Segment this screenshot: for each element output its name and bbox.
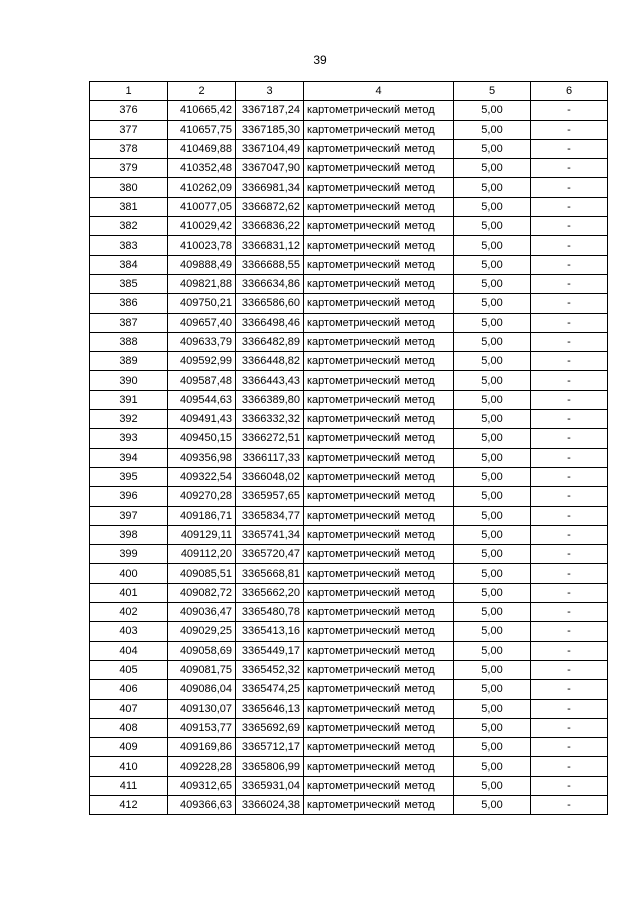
accuracy-cell: 5,00 (454, 313, 531, 332)
note-cell: - (531, 718, 608, 737)
point-number-cell: 380 (90, 178, 168, 197)
table-row (90, 139, 608, 158)
y-coordinate-cell: 3365668,81 (236, 564, 304, 583)
accuracy-cell: 5,00 (454, 525, 531, 544)
method-cell: картометрический метод (304, 410, 454, 429)
accuracy-cell: 5,00 (454, 718, 531, 737)
x-coordinate-cell: 409153,77 (168, 718, 236, 737)
x-coordinate-cell: 409036,47 (168, 603, 236, 622)
y-coordinate-cell: 3366872,62 (236, 197, 304, 216)
table-row (90, 680, 608, 699)
column-header-3: 3 (236, 82, 304, 101)
accuracy-cell: 5,00 (454, 487, 531, 506)
point-number-cell: 407 (90, 699, 168, 718)
table-row (90, 313, 608, 332)
table-row (90, 120, 608, 139)
x-coordinate-cell: 409130,07 (168, 699, 236, 718)
x-coordinate-cell: 409491,43 (168, 410, 236, 429)
note-cell: - (531, 506, 608, 525)
note-cell: - (531, 757, 608, 776)
x-coordinate-cell: 409322,54 (168, 467, 236, 486)
accuracy-cell: 5,00 (454, 255, 531, 274)
x-coordinate-cell: 409450,15 (168, 429, 236, 448)
table-row (90, 718, 608, 737)
accuracy-cell: 5,00 (454, 197, 531, 216)
method-cell: картометрический метод (304, 660, 454, 679)
point-number-cell: 405 (90, 660, 168, 679)
method-cell: картометрический метод (304, 120, 454, 139)
note-cell: - (531, 564, 608, 583)
point-number-cell: 384 (90, 255, 168, 274)
y-coordinate-cell: 3365957,65 (236, 487, 304, 506)
method-cell: картометрический метод (304, 448, 454, 467)
point-number-cell: 408 (90, 718, 168, 737)
y-coordinate-cell: 3366448,82 (236, 352, 304, 371)
y-coordinate-cell: 3366272,51 (236, 429, 304, 448)
table-row (90, 255, 608, 274)
table-row (90, 448, 608, 467)
y-coordinate-cell: 3367104,49 (236, 139, 304, 158)
x-coordinate-cell: 409186,71 (168, 506, 236, 525)
note-cell: - (531, 622, 608, 641)
y-coordinate-cell: 3365806,99 (236, 757, 304, 776)
table-row (90, 506, 608, 525)
y-coordinate-cell: 3365646,13 (236, 699, 304, 718)
y-coordinate-cell: 3367047,90 (236, 159, 304, 178)
y-coordinate-cell: 3365931,04 (236, 776, 304, 795)
y-coordinate-cell: 3366482,89 (236, 332, 304, 351)
point-number-cell: 388 (90, 332, 168, 351)
note-cell: - (531, 776, 608, 795)
note-cell: - (531, 448, 608, 467)
accuracy-cell: 5,00 (454, 101, 531, 120)
method-cell: картометрический метод (304, 776, 454, 795)
y-coordinate-cell: 3367187,24 (236, 101, 304, 120)
x-coordinate-cell: 409312,65 (168, 776, 236, 795)
x-coordinate-cell: 410665,42 (168, 101, 236, 120)
note-cell: - (531, 139, 608, 158)
accuracy-cell: 5,00 (454, 776, 531, 795)
accuracy-cell: 5,00 (454, 467, 531, 486)
accuracy-cell: 5,00 (454, 294, 531, 313)
note-cell: - (531, 120, 608, 139)
method-cell: картометрический метод (304, 525, 454, 544)
note-cell: - (531, 217, 608, 236)
table-row (90, 545, 608, 564)
table-row (90, 352, 608, 371)
header-row (90, 82, 608, 101)
note-cell: - (531, 699, 608, 718)
method-cell: картометрический метод (304, 255, 454, 274)
accuracy-cell: 5,00 (454, 699, 531, 718)
point-number-cell: 382 (90, 217, 168, 236)
point-number-cell: 411 (90, 776, 168, 795)
y-coordinate-cell: 3365692,69 (236, 718, 304, 737)
method-cell: картометрический метод (304, 467, 454, 486)
method-cell: картометрический метод (304, 217, 454, 236)
x-coordinate-cell: 409086,04 (168, 680, 236, 699)
method-cell: картометрический метод (304, 795, 454, 814)
accuracy-cell: 5,00 (454, 622, 531, 641)
point-number-cell: 379 (90, 159, 168, 178)
point-number-cell: 377 (90, 120, 168, 139)
method-cell: картометрический метод (304, 197, 454, 216)
method-cell: картометрический метод (304, 545, 454, 564)
x-coordinate-cell: 409029,25 (168, 622, 236, 641)
table-row (90, 159, 608, 178)
table-header (90, 82, 608, 101)
x-coordinate-cell: 409085,51 (168, 564, 236, 583)
y-coordinate-cell: 3366688,55 (236, 255, 304, 274)
accuracy-cell: 5,00 (454, 795, 531, 814)
x-coordinate-cell: 409587,48 (168, 371, 236, 390)
y-coordinate-cell: 3365449,17 (236, 641, 304, 660)
note-cell: - (531, 255, 608, 274)
accuracy-cell: 5,00 (454, 236, 531, 255)
x-coordinate-cell: 409366,63 (168, 795, 236, 814)
y-coordinate-cell: 3365452,32 (236, 660, 304, 679)
column-header-6: 6 (531, 82, 608, 101)
table-row (90, 525, 608, 544)
point-number-cell: 409 (90, 738, 168, 757)
note-cell: - (531, 352, 608, 371)
note-cell: - (531, 429, 608, 448)
point-number-cell: 396 (90, 487, 168, 506)
x-coordinate-cell: 409356,98 (168, 448, 236, 467)
table-row (90, 371, 608, 390)
note-cell: - (531, 525, 608, 544)
table-row (90, 660, 608, 679)
table-row (90, 294, 608, 313)
note-cell: - (531, 545, 608, 564)
column-header-1: 1 (90, 82, 168, 101)
note-cell: - (531, 159, 608, 178)
y-coordinate-cell: 3366443,43 (236, 371, 304, 390)
accuracy-cell: 5,00 (454, 159, 531, 178)
x-coordinate-cell: 410657,75 (168, 120, 236, 139)
accuracy-cell: 5,00 (454, 139, 531, 158)
point-number-cell: 392 (90, 410, 168, 429)
table-row (90, 622, 608, 641)
method-cell: картометрический метод (304, 178, 454, 197)
coordinates-table (89, 81, 608, 815)
accuracy-cell: 5,00 (454, 583, 531, 602)
method-cell: картометрический метод (304, 139, 454, 158)
point-number-cell: 387 (90, 313, 168, 332)
note-cell: - (531, 178, 608, 197)
note-cell: - (531, 236, 608, 255)
y-coordinate-cell: 3366117,33 (236, 448, 304, 467)
accuracy-cell: 5,00 (454, 680, 531, 699)
y-coordinate-cell: 3365834,77 (236, 506, 304, 525)
point-number-cell: 381 (90, 197, 168, 216)
x-coordinate-cell: 409592,99 (168, 352, 236, 371)
method-cell: картометрический метод (304, 757, 454, 776)
method-cell: картометрический метод (304, 506, 454, 525)
table-row (90, 583, 608, 602)
y-coordinate-cell: 3365712,17 (236, 738, 304, 757)
method-cell: картометрический метод (304, 738, 454, 757)
y-coordinate-cell: 3366332,32 (236, 410, 304, 429)
point-number-cell: 389 (90, 352, 168, 371)
table-body (90, 101, 608, 815)
note-cell: - (531, 603, 608, 622)
accuracy-cell: 5,00 (454, 120, 531, 139)
note-cell: - (531, 410, 608, 429)
table-row (90, 274, 608, 293)
accuracy-cell: 5,00 (454, 410, 531, 429)
page-number: 39 (313, 53, 327, 67)
method-cell: картометрический метод (304, 274, 454, 293)
point-number-cell: 394 (90, 448, 168, 467)
table-row (90, 776, 608, 795)
y-coordinate-cell: 3365474,25 (236, 680, 304, 699)
x-coordinate-cell: 409058,69 (168, 641, 236, 660)
method-cell: картометрический метод (304, 101, 454, 120)
y-coordinate-cell: 3365662,20 (236, 583, 304, 602)
table-row (90, 410, 608, 429)
accuracy-cell: 5,00 (454, 738, 531, 757)
point-number-cell: 402 (90, 603, 168, 622)
y-coordinate-cell: 3365413,16 (236, 622, 304, 641)
method-cell: картометрический метод (304, 699, 454, 718)
accuracy-cell: 5,00 (454, 178, 531, 197)
table-row (90, 236, 608, 255)
method-cell: картометрический метод (304, 159, 454, 178)
table-row (90, 332, 608, 351)
note-cell: - (531, 487, 608, 506)
accuracy-cell: 5,00 (454, 371, 531, 390)
point-number-cell: 393 (90, 429, 168, 448)
accuracy-cell: 5,00 (454, 448, 531, 467)
table-row (90, 178, 608, 197)
y-coordinate-cell: 3365720,47 (236, 545, 304, 564)
method-cell: картометрический метод (304, 294, 454, 313)
x-coordinate-cell: 409082,72 (168, 583, 236, 602)
point-number-cell: 397 (90, 506, 168, 525)
accuracy-cell: 5,00 (454, 506, 531, 525)
y-coordinate-cell: 3366048,02 (236, 467, 304, 486)
accuracy-cell: 5,00 (454, 660, 531, 679)
y-coordinate-cell: 3366981,34 (236, 178, 304, 197)
x-coordinate-cell: 409081,75 (168, 660, 236, 679)
point-number-cell: 410 (90, 757, 168, 776)
note-cell: - (531, 371, 608, 390)
point-number-cell: 403 (90, 622, 168, 641)
x-coordinate-cell: 410029,42 (168, 217, 236, 236)
method-cell: картометрический метод (304, 429, 454, 448)
accuracy-cell: 5,00 (454, 332, 531, 351)
point-number-cell: 378 (90, 139, 168, 158)
method-cell: картометрический метод (304, 390, 454, 409)
point-number-cell: 404 (90, 641, 168, 660)
accuracy-cell: 5,00 (454, 429, 531, 448)
accuracy-cell: 5,00 (454, 390, 531, 409)
point-number-cell: 385 (90, 274, 168, 293)
x-coordinate-cell: 410469,88 (168, 139, 236, 158)
x-coordinate-cell: 409633,79 (168, 332, 236, 351)
method-cell: картометрический метод (304, 236, 454, 255)
point-number-cell: 400 (90, 564, 168, 583)
x-coordinate-cell: 409129,11 (168, 525, 236, 544)
point-number-cell: 412 (90, 795, 168, 814)
method-cell: картометрический метод (304, 564, 454, 583)
table-row (90, 641, 608, 660)
y-coordinate-cell: 3365741,34 (236, 525, 304, 544)
table-row (90, 738, 608, 757)
x-coordinate-cell: 409750,21 (168, 294, 236, 313)
accuracy-cell: 5,00 (454, 217, 531, 236)
method-cell: картометрический метод (304, 313, 454, 332)
x-coordinate-cell: 410077,05 (168, 197, 236, 216)
y-coordinate-cell: 3366586,60 (236, 294, 304, 313)
table-row (90, 603, 608, 622)
note-cell: - (531, 795, 608, 814)
table-row (90, 467, 608, 486)
column-header-2: 2 (168, 82, 236, 101)
table-row (90, 564, 608, 583)
accuracy-cell: 5,00 (454, 757, 531, 776)
method-cell: картометрический метод (304, 641, 454, 660)
table-row (90, 429, 608, 448)
point-number-cell: 401 (90, 583, 168, 602)
note-cell: - (531, 660, 608, 679)
x-coordinate-cell: 409544,63 (168, 390, 236, 409)
method-cell: картометрический метод (304, 371, 454, 390)
note-cell: - (531, 467, 608, 486)
x-coordinate-cell: 410023,78 (168, 236, 236, 255)
note-cell: - (531, 680, 608, 699)
y-coordinate-cell: 3366831,12 (236, 236, 304, 255)
accuracy-cell: 5,00 (454, 274, 531, 293)
table-row (90, 101, 608, 120)
note-cell: - (531, 332, 608, 351)
x-coordinate-cell: 409228,28 (168, 757, 236, 776)
accuracy-cell: 5,00 (454, 603, 531, 622)
method-cell: картометрический метод (304, 622, 454, 641)
method-cell: картометрический метод (304, 332, 454, 351)
method-cell: картометрический метод (304, 352, 454, 371)
column-header-4: 4 (304, 82, 454, 101)
table-row (90, 197, 608, 216)
method-cell: картометрический метод (304, 718, 454, 737)
note-cell: - (531, 197, 608, 216)
y-coordinate-cell: 3366836,22 (236, 217, 304, 236)
point-number-cell: 391 (90, 390, 168, 409)
method-cell: картометрический метод (304, 680, 454, 699)
table-row (90, 487, 608, 506)
note-cell: - (531, 738, 608, 757)
table-row (90, 390, 608, 409)
note-cell: - (531, 313, 608, 332)
note-cell: - (531, 583, 608, 602)
method-cell: картометрический метод (304, 603, 454, 622)
x-coordinate-cell: 409112,20 (168, 545, 236, 564)
point-number-cell: 383 (90, 236, 168, 255)
x-coordinate-cell: 409888,49 (168, 255, 236, 274)
accuracy-cell: 5,00 (454, 641, 531, 660)
point-number-cell: 390 (90, 371, 168, 390)
note-cell: - (531, 274, 608, 293)
accuracy-cell: 5,00 (454, 564, 531, 583)
point-number-cell: 395 (90, 467, 168, 486)
x-coordinate-cell: 409821,88 (168, 274, 236, 293)
point-number-cell: 406 (90, 680, 168, 699)
accuracy-cell: 5,00 (454, 352, 531, 371)
y-coordinate-cell: 3367185,30 (236, 120, 304, 139)
note-cell: - (531, 390, 608, 409)
point-number-cell: 398 (90, 525, 168, 544)
x-coordinate-cell: 410352,48 (168, 159, 236, 178)
point-number-cell: 386 (90, 294, 168, 313)
x-coordinate-cell: 409657,40 (168, 313, 236, 332)
note-cell: - (531, 101, 608, 120)
column-header-5: 5 (454, 82, 531, 101)
point-number-cell: 376 (90, 101, 168, 120)
x-coordinate-cell: 409169,86 (168, 738, 236, 757)
table-row (90, 795, 608, 814)
y-coordinate-cell: 3366024,38 (236, 795, 304, 814)
method-cell: картометрический метод (304, 487, 454, 506)
y-coordinate-cell: 3365480,78 (236, 603, 304, 622)
x-coordinate-cell: 409270,28 (168, 487, 236, 506)
table-row (90, 757, 608, 776)
y-coordinate-cell: 3366498,46 (236, 313, 304, 332)
y-coordinate-cell: 3366634,86 (236, 274, 304, 293)
y-coordinate-cell: 3366389,80 (236, 390, 304, 409)
accuracy-cell: 5,00 (454, 545, 531, 564)
method-cell: картометрический метод (304, 583, 454, 602)
table-row (90, 217, 608, 236)
table-row (90, 699, 608, 718)
note-cell: - (531, 641, 608, 660)
note-cell: - (531, 294, 608, 313)
x-coordinate-cell: 410262,09 (168, 178, 236, 197)
point-number-cell: 399 (90, 545, 168, 564)
